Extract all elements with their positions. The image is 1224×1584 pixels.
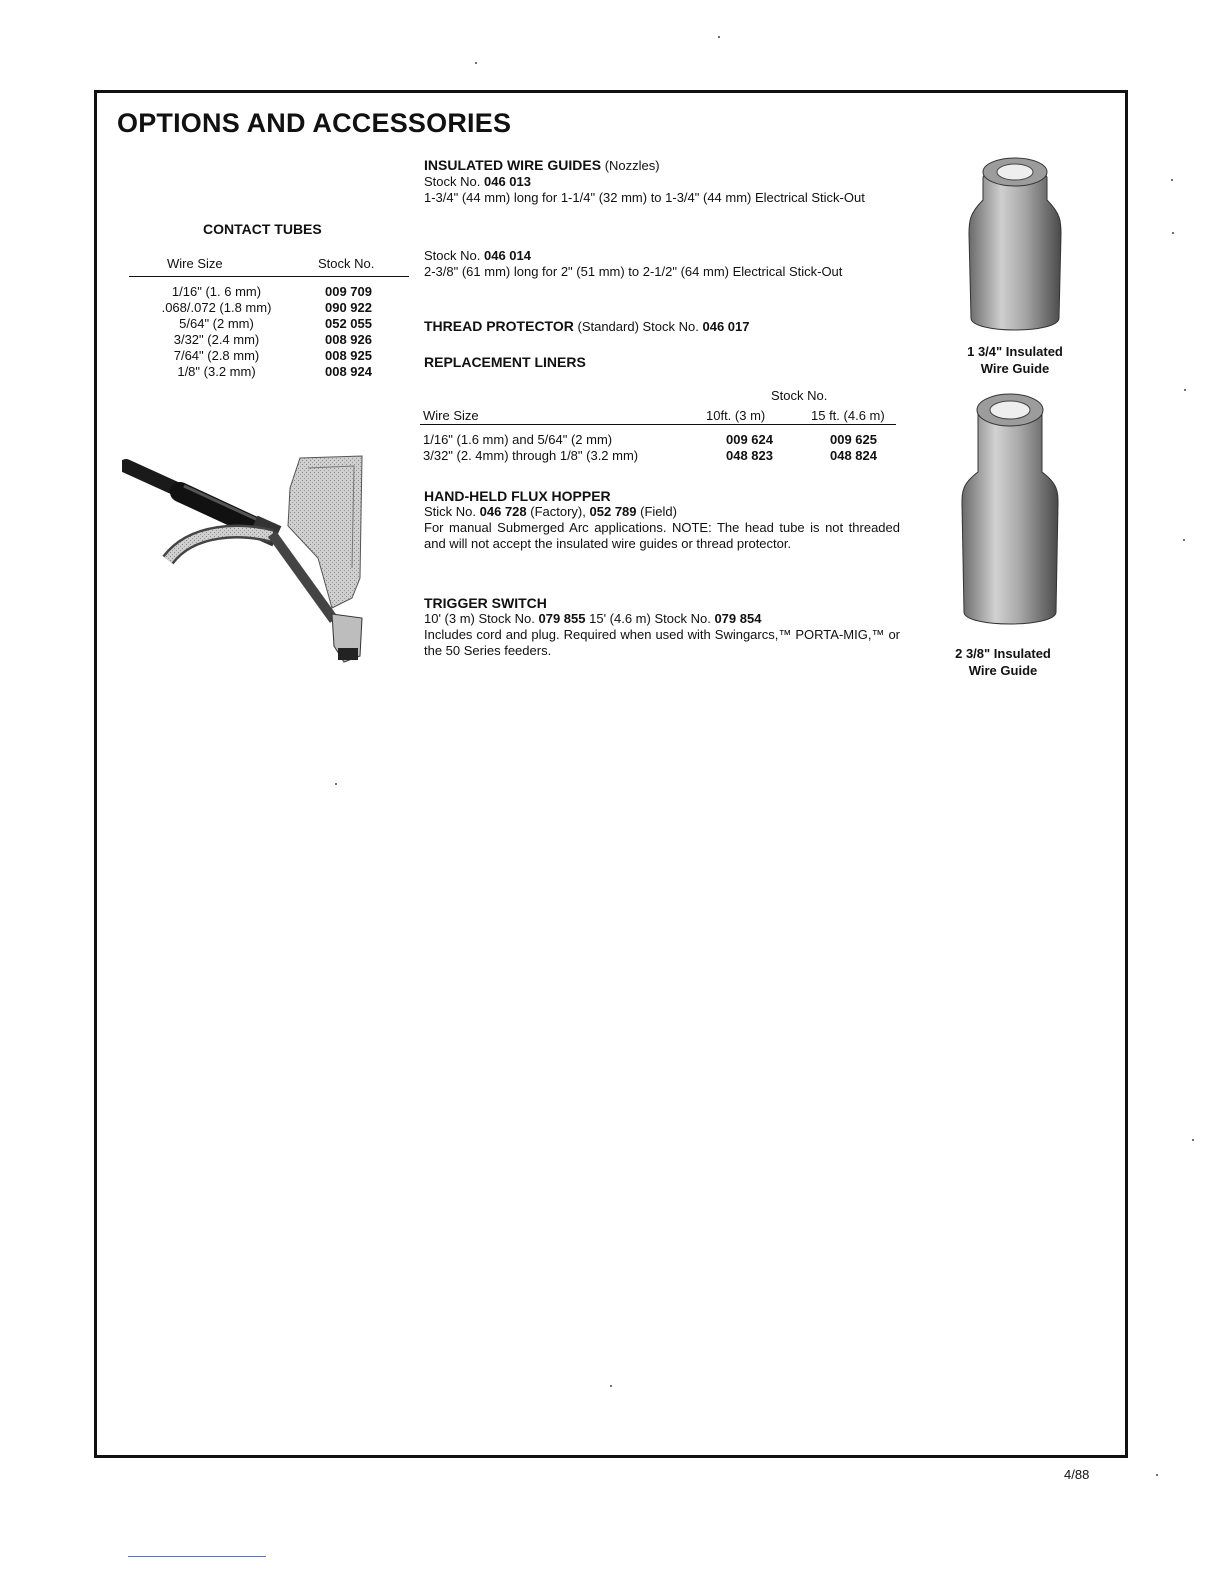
table-row (129, 332, 409, 348)
scan-speck (718, 36, 720, 38)
column-header-stock-no: Stock No. (318, 256, 375, 271)
scan-speck (1171, 179, 1173, 181)
wire-size: 1/8" (3.2 mm) (177, 364, 256, 379)
wire-guide-small-caption (940, 343, 1090, 377)
insulated-wire-guides-section (424, 157, 900, 206)
stock-label: Stick No. (424, 504, 477, 519)
section-title: INSULATED WIRE GUIDES (424, 157, 602, 173)
wire-size: 3/32" (2.4 mm) (173, 332, 260, 347)
stock-no: 046 017 (702, 319, 750, 334)
section-title: TRIGGER SWITCH (424, 595, 547, 611)
scan-speck (1183, 539, 1185, 541)
table-header (420, 388, 896, 425)
page-title: OPTIONS AND ACCESSORIES (117, 108, 512, 138)
stock-no: 009 709 (325, 284, 372, 299)
wire-size: 3/32" (2. 4mm) through 1/8" (3.2 mm) (423, 448, 639, 463)
table-row (129, 284, 409, 300)
stock-no: 046 014 (483, 248, 531, 263)
caption-line: 1 3/4" Insulated (967, 344, 1063, 359)
table-row (420, 432, 896, 448)
thread-protector-section (424, 318, 900, 335)
caption-line: Wire Guide (980, 361, 1050, 376)
table-row (129, 348, 409, 364)
replacement-liners-table (420, 388, 896, 464)
column-header-wire-size: Wire Size (423, 408, 479, 423)
bottom-rule (128, 1556, 266, 1557)
table-header (129, 256, 409, 277)
section-title: HAND-HELD FLUX HOPPER (424, 488, 611, 504)
stock-no: 008 926 (325, 332, 372, 347)
field-label: (Field) (640, 504, 677, 519)
stock-no: 008 925 (325, 348, 372, 363)
flux-hopper-section (424, 488, 900, 552)
contact-tubes-table (129, 256, 409, 380)
wire-size: 1/16" (1. 6 mm) (171, 284, 262, 299)
stock-no: 046 013 (483, 174, 531, 189)
trigger-switch-section (424, 595, 900, 659)
stock-no: 090 922 (325, 300, 372, 315)
item-description: 1-3/4" (44 mm) long for 1-1/4" (32 mm) to 1-3/4" (44 mm) Electrical Stick-Out (424, 190, 865, 205)
item-description: For manual Submerged Arc applications. NOTE: The head tube is not threaded and will not accept the insulated wire guides or thread protector. (424, 520, 900, 551)
scan-speck (1192, 1139, 1194, 1141)
stock-no: 052 055 (325, 316, 372, 331)
footer-code: 4/88 (1064, 1467, 1090, 1482)
caption-line: Wire Guide (968, 663, 1038, 678)
column-header-wire-size: Wire Size (167, 256, 223, 271)
section-title: THREAD PROTECTOR (424, 318, 574, 334)
column-header-15ft: 15 ft. (4.6 m) (811, 408, 885, 423)
wire-guide-small-photo (965, 148, 1065, 340)
stock-label: Stock No. (424, 248, 481, 263)
wire-guide-large-caption (928, 645, 1078, 679)
stock-15ft: 009 625 (830, 432, 877, 447)
wire-size: 1/16" (1.6 mm) and 5/64" (2 mm) (423, 432, 613, 447)
stock-no-15ft: 079 854 (714, 611, 762, 626)
factory-label: (Factory), (530, 504, 586, 519)
stock-10ft: 009 624 (726, 432, 773, 447)
stock-no-10ft: 079 855 (538, 611, 586, 626)
scan-speck (1172, 232, 1174, 234)
stock-label-15ft: 15' (4.6 m) Stock No. (589, 611, 711, 626)
flux-hopper-photo (122, 448, 372, 668)
replacement-liners-title (424, 354, 900, 371)
scan-speck (1156, 1474, 1158, 1476)
wire-size: 7/64" (2.8 mm) (173, 348, 260, 363)
stock-no: 008 924 (325, 364, 372, 379)
scan-speck (475, 62, 477, 64)
wire-size: .068/.072 (1.8 mm) (161, 300, 272, 315)
section-note: (Nozzles) (604, 158, 660, 173)
caption-line: 2 3/8" Insulated (955, 646, 1051, 661)
stock-10ft: 048 823 (726, 448, 773, 463)
item-description: 2-3/8" (61 mm) long for 2" (51 mm) to 2-1/2" (64 mm) Electrical Stick-Out (424, 264, 843, 279)
stock-label: Stock No. (424, 174, 481, 189)
section-note: (Standard) Stock No. (577, 319, 699, 334)
table-row (129, 300, 409, 316)
table-row (129, 364, 409, 380)
stock-15ft: 048 824 (830, 448, 877, 463)
wire-guide-large-photo (958, 384, 1062, 636)
column-header-10ft: 10ft. (3 m) (706, 408, 766, 423)
column-group-stock-no: Stock No. (771, 388, 828, 403)
stock-no-field: 052 789 (589, 504, 637, 519)
scan-speck (1184, 389, 1186, 391)
table-row (420, 448, 896, 464)
section-title: REPLACEMENT LINERS (424, 354, 586, 370)
scan-speck (610, 1385, 612, 1387)
item-description: Includes cord and plug. Required when used with Swingarcs,™ PORTA-MIG,™ or the 50 Series feeders. (424, 627, 900, 658)
table-row (129, 316, 409, 332)
insulated-wire-guide-item-2 (424, 248, 900, 280)
stock-no-factory: 046 728 (479, 504, 527, 519)
scan-speck (335, 783, 337, 785)
wire-size: 5/64" (2 mm) (179, 316, 254, 331)
contact-tubes-heading: CONTACT TUBES (203, 221, 322, 237)
stock-label-10ft: 10' (3 m) Stock No. (424, 611, 535, 626)
